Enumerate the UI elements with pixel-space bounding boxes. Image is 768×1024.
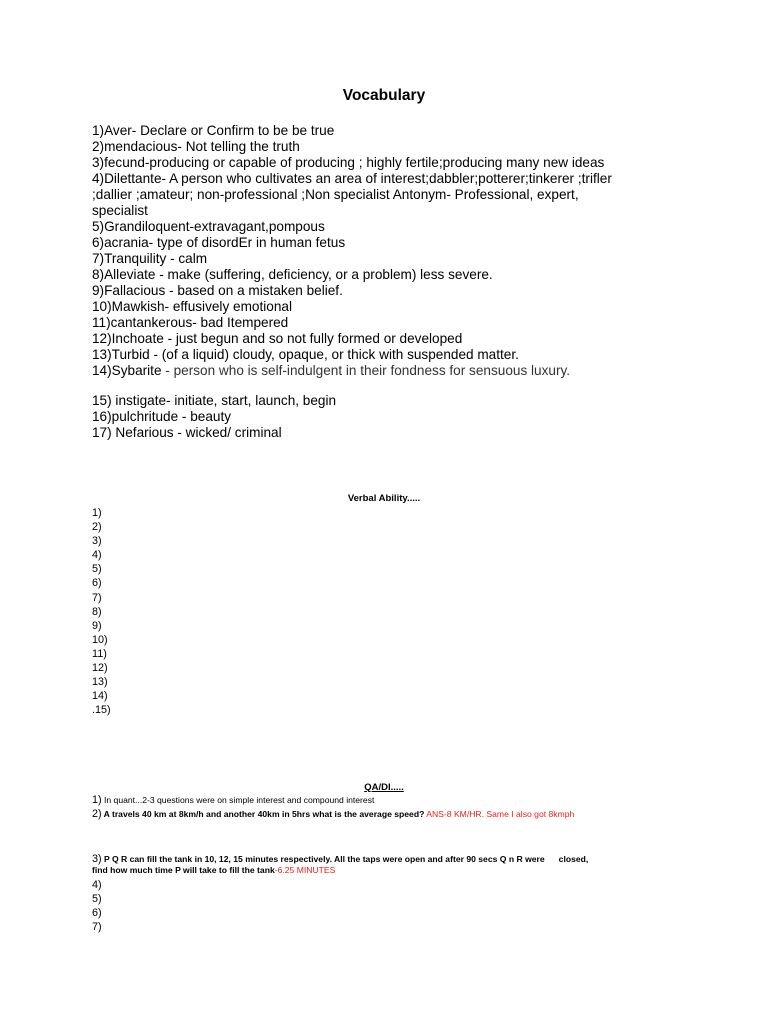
qa-text: In quant...2-3 questions were on simple interest and compound interest	[101, 795, 375, 805]
vocab-item: 15) instigate- initiate, start, launch, begin	[92, 393, 337, 408]
vocab-item: 5)Grandiloquent-extravagant,pompous	[92, 219, 325, 234]
vocab-item: 7)Tranquility - calm	[92, 251, 208, 266]
list-item: 6)	[92, 907, 102, 920]
list-item: 9)	[92, 619, 102, 632]
vocab-item: 9)Fallacious - based on a mistaken belief.	[92, 283, 343, 298]
vocab-item: 6)acrania- type of disordEr in human fetus	[92, 235, 346, 250]
vocab-item: 1)Aver- Declare or Confirm to be be true	[92, 123, 335, 138]
list-item: 14)	[92, 690, 108, 703]
qa-number: 3)	[92, 853, 102, 865]
qa-question-closed: closed,	[558, 854, 589, 864]
list-item: 5)	[92, 893, 102, 906]
vocab-item-sybarite	[92, 363, 692, 379]
qa-item-2	[92, 809, 692, 820]
list-item: 7)	[92, 591, 102, 604]
vocab-item: 11)cantankerous- bad Itempered	[92, 315, 289, 330]
list-item: 13)	[92, 676, 108, 689]
qa-question-line-2	[92, 865, 692, 876]
list-item: 12)	[92, 662, 108, 675]
list-item: 8)	[92, 605, 102, 618]
list-item: 7)	[92, 921, 102, 934]
vocab-item: 13)Turbid - (of a liquid) cloudy, opaque, or thick with suspended matter.	[92, 347, 519, 362]
list-item: 11)	[92, 647, 107, 660]
vocab-item: 2)mendacious- Not telling the truth	[92, 139, 300, 154]
vocab-item: 8)Alleviate - make (suffering, deficiency, or a problem) less severe.	[92, 267, 493, 282]
qa-question: find how much time P will take to fill the tank	[92, 865, 275, 875]
qa-question-line-1	[92, 854, 692, 865]
vocab-item: 3)fecund-producing or capable of producing ; highly fertile;producing many new ideas	[92, 155, 605, 170]
list-item: 10)	[92, 633, 108, 646]
vocab-item: 17) Nefarious - wicked/ criminal	[92, 425, 282, 440]
spacer	[92, 379, 692, 393]
qa-di-heading: QA/DI.....	[364, 782, 404, 793]
list-item: 6)	[92, 577, 102, 590]
vocab-item: 10)Mawkish- effusively emotional	[92, 299, 292, 314]
qa-item-3	[92, 854, 692, 876]
vocab-item: 16)pulchritude - beauty	[92, 409, 232, 424]
list-item: 4)	[92, 549, 102, 562]
vocab-item: 4)Dilettante- A person who cultivates an area of interest;dabbler;potterer;tinkerer ;trifler	[92, 171, 612, 186]
list-item: 4)	[92, 879, 102, 891]
list-item: .15)	[92, 704, 111, 717]
vocab-item-continued: specialist	[92, 203, 148, 218]
list-item: 3)	[92, 535, 102, 548]
qa-answer: ANS-8 KM/HR. Same I also got 8kmph	[424, 809, 575, 819]
vocab-word: 14)Sybarite	[92, 363, 162, 378]
qa-remaining-list	[92, 878, 102, 934]
list-item: 1)	[92, 507, 102, 519]
qa-number: 2)	[92, 808, 102, 820]
qa-question: A travels 40 km at 8km/h and another 40km in 5hrs what is the average speed?	[101, 809, 425, 819]
qa-number: 1)	[92, 794, 102, 806]
qa-item-1	[92, 795, 692, 806]
vocabulary-list	[92, 123, 692, 441]
list-item: 2)	[92, 521, 102, 534]
list-item: 5)	[92, 563, 102, 576]
vocab-definition: - person who is self-indulgent in their fondness for sensuous luxury.	[161, 363, 571, 378]
page-title: Vocabulary	[342, 87, 426, 104]
vocab-item: 12)Inchoate - just begun and so not fully formed or developed	[92, 331, 463, 346]
qa-answer: -6.25 MINUTES	[274, 865, 336, 875]
verbal-ability-heading: Verbal Ability.....	[347, 493, 421, 504]
qa-question: P Q R can fill the tank in 10, 12, 15 minutes respectively. All the taps were open and after 90 secs Q n R were	[101, 854, 545, 864]
vocab-item-continued: ;dallier ;amateur; non-professional ;Non specialist Antonym- Professional, expert,	[92, 187, 579, 202]
verbal-ability-list	[92, 506, 111, 717]
